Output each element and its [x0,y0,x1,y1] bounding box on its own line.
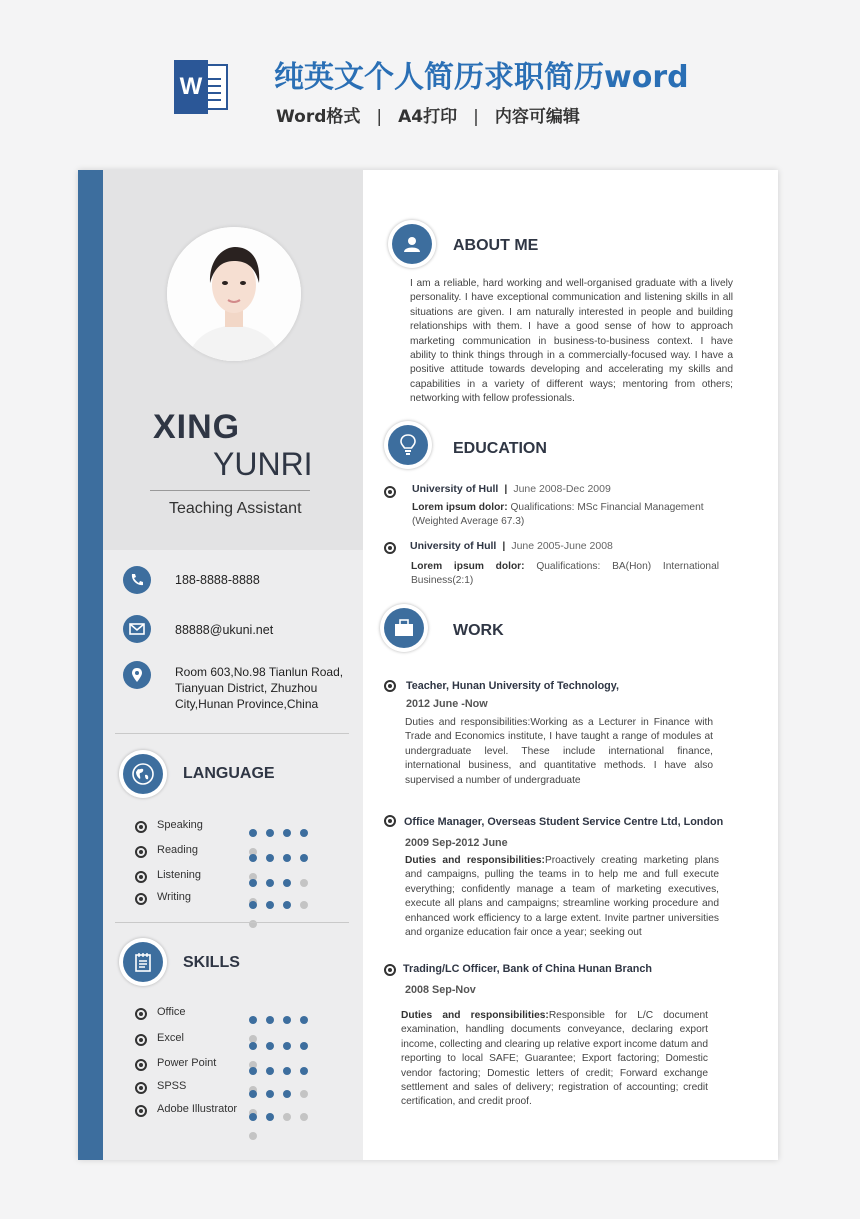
rating-dot [283,901,291,909]
rating-dot [300,879,308,887]
profile-photo [167,227,301,361]
rating-dot [300,901,308,909]
bullet-icon [384,680,396,692]
word-logo-icon [174,60,230,114]
rating-dot [266,1090,274,1098]
rating-dot [249,1132,257,1140]
language-row [133,891,333,907]
rating-dot [249,1113,257,1121]
rating-dot [300,829,308,837]
bullet-icon [135,1059,147,1071]
job-title-3: Trading/LC Officer, Bank of China Hunan Branch [403,963,652,975]
rating-dot [283,1113,291,1121]
bullet-icon [135,821,147,833]
skills-rating [249,1106,333,1144]
notepad-icon [123,942,163,982]
rating-dot [249,1090,257,1098]
name-divider [150,490,310,491]
bullet-icon [384,964,396,976]
education-badge [384,421,432,469]
language-badge [119,750,167,798]
job-title-1: Teacher, Hunan University of Technology, [406,680,619,692]
job-desc-1: Duties and responsibilities:Working as a Lecturer in Finance with Trade and Economics institute, I have taught a range of modules at undergraduate level. These include international finance, international business, and quantitative methods. I have also supervised a number of undergraduate [405,717,713,786]
address: Room 603,No.98 Tianlun Road, Tianyuan District, Zhuzhou City,Hunan Province,China [175,665,344,711]
rating-dot [300,1090,308,1098]
tag-print: A4打印 [398,107,458,127]
globe-icon [123,754,163,794]
language-label: Listening [157,869,202,881]
rating-dot [300,1067,308,1075]
email-address: 88888@ukuni.net [175,623,274,637]
rating-dot [283,1016,291,1024]
tag-editable: 内容可编辑 [494,107,580,127]
word-logo-letter: W [174,60,208,114]
rating-dot [266,1113,274,1121]
rating-dot [249,854,257,862]
last-name: YUNRI [213,446,313,482]
accent-bar [78,170,103,1160]
about-title: ABOUT ME [453,237,539,254]
skills-row [133,1103,333,1119]
rating-dot [283,854,291,862]
rating-dot [249,1016,257,1024]
rating-dot [266,1042,274,1050]
location-icon [123,661,151,689]
bullet-icon [135,1034,147,1046]
work-badge [380,604,428,652]
rating-dot [249,1067,257,1075]
phone-icon [123,566,151,594]
skills-label: SPSS [157,1080,187,1092]
about-text: I am a reliable, hard working and well-organised graduate with a lively personality. I have exceptional communication and listening skills in all situations are given. I am naturally interested in people and building relationships with them. I have a good sense of how to approach marketing communication in business-to-business context. I have ability to think things through in a commercially-focused way. I have a positive attitude towards developing and accelerating my skills and capabilities in a variety of different ways; mentoring from others; networking with fellow professionals. [410,278,733,405]
divider [115,733,349,734]
rating-dot [249,829,257,837]
language-label: Speaking [157,819,203,831]
page-subtitle: Word格式 | A4打印 | 内容可编辑 [276,107,580,127]
rating-dot [266,1016,274,1024]
skills-row [133,1032,333,1048]
rating-dot [266,854,274,862]
rating-dot [283,879,291,887]
lightbulb-icon [388,425,428,465]
job-desc-3: Duties and responsibilities:Responsible for L/C document examination, handling documents conveyance, declaring export income, collecting and clearing up relative export income datum and reporting to local SAFE; Guarantee; Export factoring; Domestic vendor factoring; Domestic letters of credit; Forward exchange settlement and sales of delivery; registration of accounting; credit certification, and credit proof. [401,1010,709,1108]
rating-dot [283,1090,291,1098]
left-column [103,170,363,1160]
rating-dot [300,1016,308,1024]
skills-badge [119,938,167,986]
bullet-icon [384,542,396,554]
rating-dot [300,1113,308,1121]
job-date-1: 2012 June -Now [406,698,488,710]
rating-dot [249,901,257,909]
divider [115,922,349,923]
resume-sheet [78,170,778,1160]
rating-dot [266,901,274,909]
rating-dot [283,1042,291,1050]
phone-number: 188-8888-8888 [175,573,260,587]
page-title: 纯英文个人简历求职简历word [274,60,689,95]
work-title: WORK [453,622,504,639]
bullet-icon [135,871,147,883]
bullet-icon [135,846,147,858]
language-row [133,844,333,860]
skills-row [133,1006,333,1022]
language-rating [249,894,333,932]
rating-dot [283,1067,291,1075]
skills-label: Adobe Illustrator [157,1103,238,1115]
rating-dot [300,854,308,862]
person-icon [392,224,432,264]
job-desc-2: Duties and responsibilities:Proactively creating marketing plans and campaigns, pulling the teams in to help me and full execute everything; confidently manage a team of marketing executives, execute all plans and campaigns; streamline working procedure and enhanced work efficiency to a large extent. Invite partner universities and organize education fair once a year; seeking out [405,855,719,939]
rating-dot [249,879,257,887]
skills-row [133,1080,333,1096]
education-detail-2: Lorem ipsum dolor: Qualifications: BA(Hon) International Business(2:1) [411,561,719,586]
skills-label: Excel [157,1032,184,1044]
rating-dot [266,829,274,837]
language-title: LANGUAGE [183,765,275,782]
skills-label: Office [157,1006,186,1018]
language-row [133,819,333,835]
first-name: XING [153,408,241,446]
skills-row [133,1057,333,1073]
rating-dot [300,1042,308,1050]
email-icon [123,615,151,643]
briefcase-icon [384,608,424,648]
about-badge [388,220,436,268]
education-detail-1: Lorem ipsum dolor: Qualifications: MSc Financial Management (Weighted Average 67.3) [412,502,704,527]
education-entry-2: University of Hull | June 2005-June 2008 [410,540,613,552]
job-date-2: 2009 Sep-2012 June [405,837,508,849]
bullet-icon [384,486,396,498]
job-title-2: Office Manager, Overseas Student Service Centre Ltd, London [404,816,724,828]
language-row [133,869,333,885]
education-entry-1: University of Hull | June 2008-Dec 2009 [412,483,611,495]
language-label: Reading [157,844,198,856]
bullet-icon [384,815,396,827]
skills-label: Power Point [157,1057,217,1069]
language-label: Writing [157,891,192,903]
skills-title: SKILLS [183,954,240,971]
bullet-icon [135,1105,147,1117]
bullet-icon [135,1082,147,1094]
bullet-icon [135,1008,147,1020]
rating-dot [249,1042,257,1050]
tag-format: Word格式 [276,107,361,127]
job-date-3: 2008 Sep-Nov [405,984,476,996]
job-role: Teaching Assistant [169,500,302,517]
rating-dot [283,829,291,837]
bullet-icon [135,893,147,905]
rating-dot [266,1067,274,1075]
rating-dot [266,879,274,887]
education-title: EDUCATION [453,440,547,457]
